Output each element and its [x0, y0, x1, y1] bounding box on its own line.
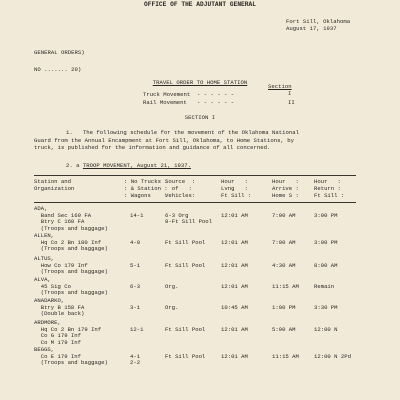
header-station-1: Station and: [34, 178, 71, 185]
cell-trucks: 14-1: [130, 211, 144, 219]
table-row: [34, 277, 354, 299]
cell-source: 8-Ft Sill Pool: [165, 218, 212, 226]
cell-trucks: 5-1: [130, 261, 141, 269]
table-top-rule: [34, 175, 356, 176]
header-source-2: of :: [165, 185, 192, 192]
cell-return-time: 3:00 PM: [314, 211, 338, 219]
header-trucks-3: : Wagons :: [124, 192, 168, 199]
toc-item-truck-number: I: [288, 90, 292, 97]
cell-station: (Troops and baggage): [34, 224, 108, 232]
cell-station: (Troops and baggage): [34, 359, 108, 367]
cell-arrive-time: 4:30 AM: [272, 261, 296, 269]
cell-station: (Troops and baggage): [34, 289, 108, 297]
cell-station: ADA,: [34, 205, 48, 212]
cell-station: How Co 179 Inf: [34, 261, 88, 269]
cell-arrive-time: 1:00 PM: [272, 303, 296, 311]
paragraph-line-1: 1. The following schedule for the movement of the Oklahoma National: [66, 129, 299, 136]
header-return-1: Hour :: [314, 178, 341, 185]
cell-return-time: 12:00 N: [314, 325, 338, 333]
paragraph-line-2: Guard from the Annual Encampment at Fort Sill, Oklahoma, to Home Stations, by: [34, 137, 295, 144]
troop-movement-prefix: 2. a: [66, 162, 83, 169]
cell-station: Co E 179 Inf: [34, 352, 81, 360]
cell-source: Org.: [165, 282, 179, 290]
header-leave-3: Ft Sill :: [221, 192, 252, 199]
table-header-rule: [34, 202, 356, 203]
header-trucks-2: : & Station :: [124, 185, 168, 192]
header-leave-2: Lvng :: [221, 185, 248, 192]
cell-station: ARDMORE,: [34, 319, 61, 326]
table-row: [34, 205, 354, 232]
table-header: [34, 179, 354, 201]
office-heading: OFFICE OF THE ADJUTANT GENERAL: [144, 1, 256, 8]
cell-return-time: 3:30 PM: [314, 303, 338, 311]
cell-station: (Troops and baggage): [34, 245, 108, 253]
cell-arrive-time: 7:00 AM: [272, 211, 296, 219]
cell-station: Co G 179 Inf: [34, 332, 81, 340]
date-line: August 17, 1937: [286, 25, 337, 32]
cell-arrive-time: 11:15 AM: [272, 352, 299, 360]
cell-source: Org.: [165, 303, 179, 311]
toc-section-label: Section: [268, 83, 292, 90]
cell-station: Co M 179 Inf: [34, 338, 81, 346]
cell-trucks: 2-2: [130, 359, 141, 367]
cell-arrive-time: 5:00 AM: [272, 325, 296, 333]
cell-station: (Troops and baggage): [34, 268, 108, 276]
cell-station: BEGGS,: [34, 346, 55, 353]
cell-trucks: 4-1: [130, 352, 141, 360]
header-trucks-1: : No Trucks :: [124, 178, 168, 185]
cell-leave-time: 12:01 AM: [221, 211, 248, 219]
cell-station: Btry C 160 FA: [34, 218, 85, 226]
place-line: Fort Sill, Oklahoma: [286, 18, 351, 25]
toc-item-truck: Truck Movement - - - - - -: [143, 91, 235, 98]
table-row: [34, 256, 354, 278]
cell-station: (Double back): [34, 310, 85, 318]
cell-return-time: Remain: [314, 282, 335, 290]
cell-station: ANADARKO,: [34, 297, 65, 304]
cell-source: 6-3 Org: [165, 211, 189, 219]
toc-item-rail-number: II: [288, 99, 295, 106]
cell-leave-time: 12:01 AM: [221, 238, 248, 246]
cell-arrive-time: 11:15 AM: [272, 282, 299, 290]
cell-station: ALLEN,: [34, 232, 55, 239]
header-return-2: Return :: [314, 185, 341, 192]
header-leave-1: Hour :: [221, 178, 248, 185]
cell-source: Ft Sill Pool: [165, 352, 206, 360]
header-arrive-1: Hour :: [272, 178, 299, 185]
general-orders-label: GENERAL ORDERS): [34, 49, 85, 56]
cell-leave-time: 12:01 AM: [221, 325, 248, 333]
troop-movement-heading: [66, 163, 191, 170]
cell-source: Ft Sill Pool: [165, 261, 206, 269]
cell-station: 45 Sig Co: [34, 282, 71, 290]
header-arrive-3: Home S :: [272, 192, 299, 199]
cell-leave-time: 12:01 AM: [221, 282, 248, 290]
cell-station: ALTUS,: [34, 255, 55, 262]
section-heading: SECTION I: [184, 114, 216, 121]
cell-leave-time: 10:45 AM: [221, 303, 248, 311]
cell-return-time: 3:00 PM: [314, 238, 338, 246]
cell-source: Ft Sill Pool: [165, 325, 206, 333]
cell-return-time: 8:00 AM: [314, 261, 338, 269]
cell-station: ALVA,: [34, 276, 51, 283]
cell-leave-time: 12:01 AM: [221, 352, 248, 360]
header-arrive-2: Arrive :: [272, 185, 299, 192]
orders-number: NO ....... 20): [34, 66, 82, 73]
toc-item-rail: Rail Movement - - - - - -: [143, 99, 235, 106]
cell-station: Hq Co 2 Bn 179 Inf: [34, 325, 102, 333]
cell-leave-time: 12:01 AM: [221, 261, 248, 269]
document-title: TRAVEL ORDER TO HOME STATION: [152, 79, 248, 86]
header-source-1: Source :: [165, 178, 196, 185]
paragraph-line-3: truck, is published for the information and guidance of all concerned.: [34, 144, 271, 151]
cell-station: Btry B 158 FA: [34, 303, 85, 311]
table-row: [34, 298, 354, 320]
cell-trucks: 6-3: [130, 282, 141, 290]
cell-trucks: 3-1: [130, 303, 141, 311]
table-row: [34, 347, 354, 369]
header-station-2: Organization: [34, 185, 75, 192]
troop-movement-text: TROOP MOVEMENT, August 21, 1937.: [82, 162, 191, 169]
table-row: [34, 233, 354, 255]
cell-trucks: 12-1: [130, 325, 144, 333]
table-row: [34, 319, 354, 346]
cell-source: Ft Sill Pool: [165, 238, 206, 246]
cell-station: Band Sec 160 FA: [34, 211, 92, 219]
cell-return-time: 12:00 N 2Pd: [314, 352, 351, 360]
cell-station: Hq Co 2 Bn 180 Inf: [34, 238, 102, 246]
cell-arrive-time: 7:00 AM: [272, 238, 296, 246]
header-source-3: Vehicles:: [165, 192, 196, 199]
cell-trucks: 4-0: [130, 238, 141, 246]
header-return-3: Ft Sill :: [314, 192, 345, 199]
